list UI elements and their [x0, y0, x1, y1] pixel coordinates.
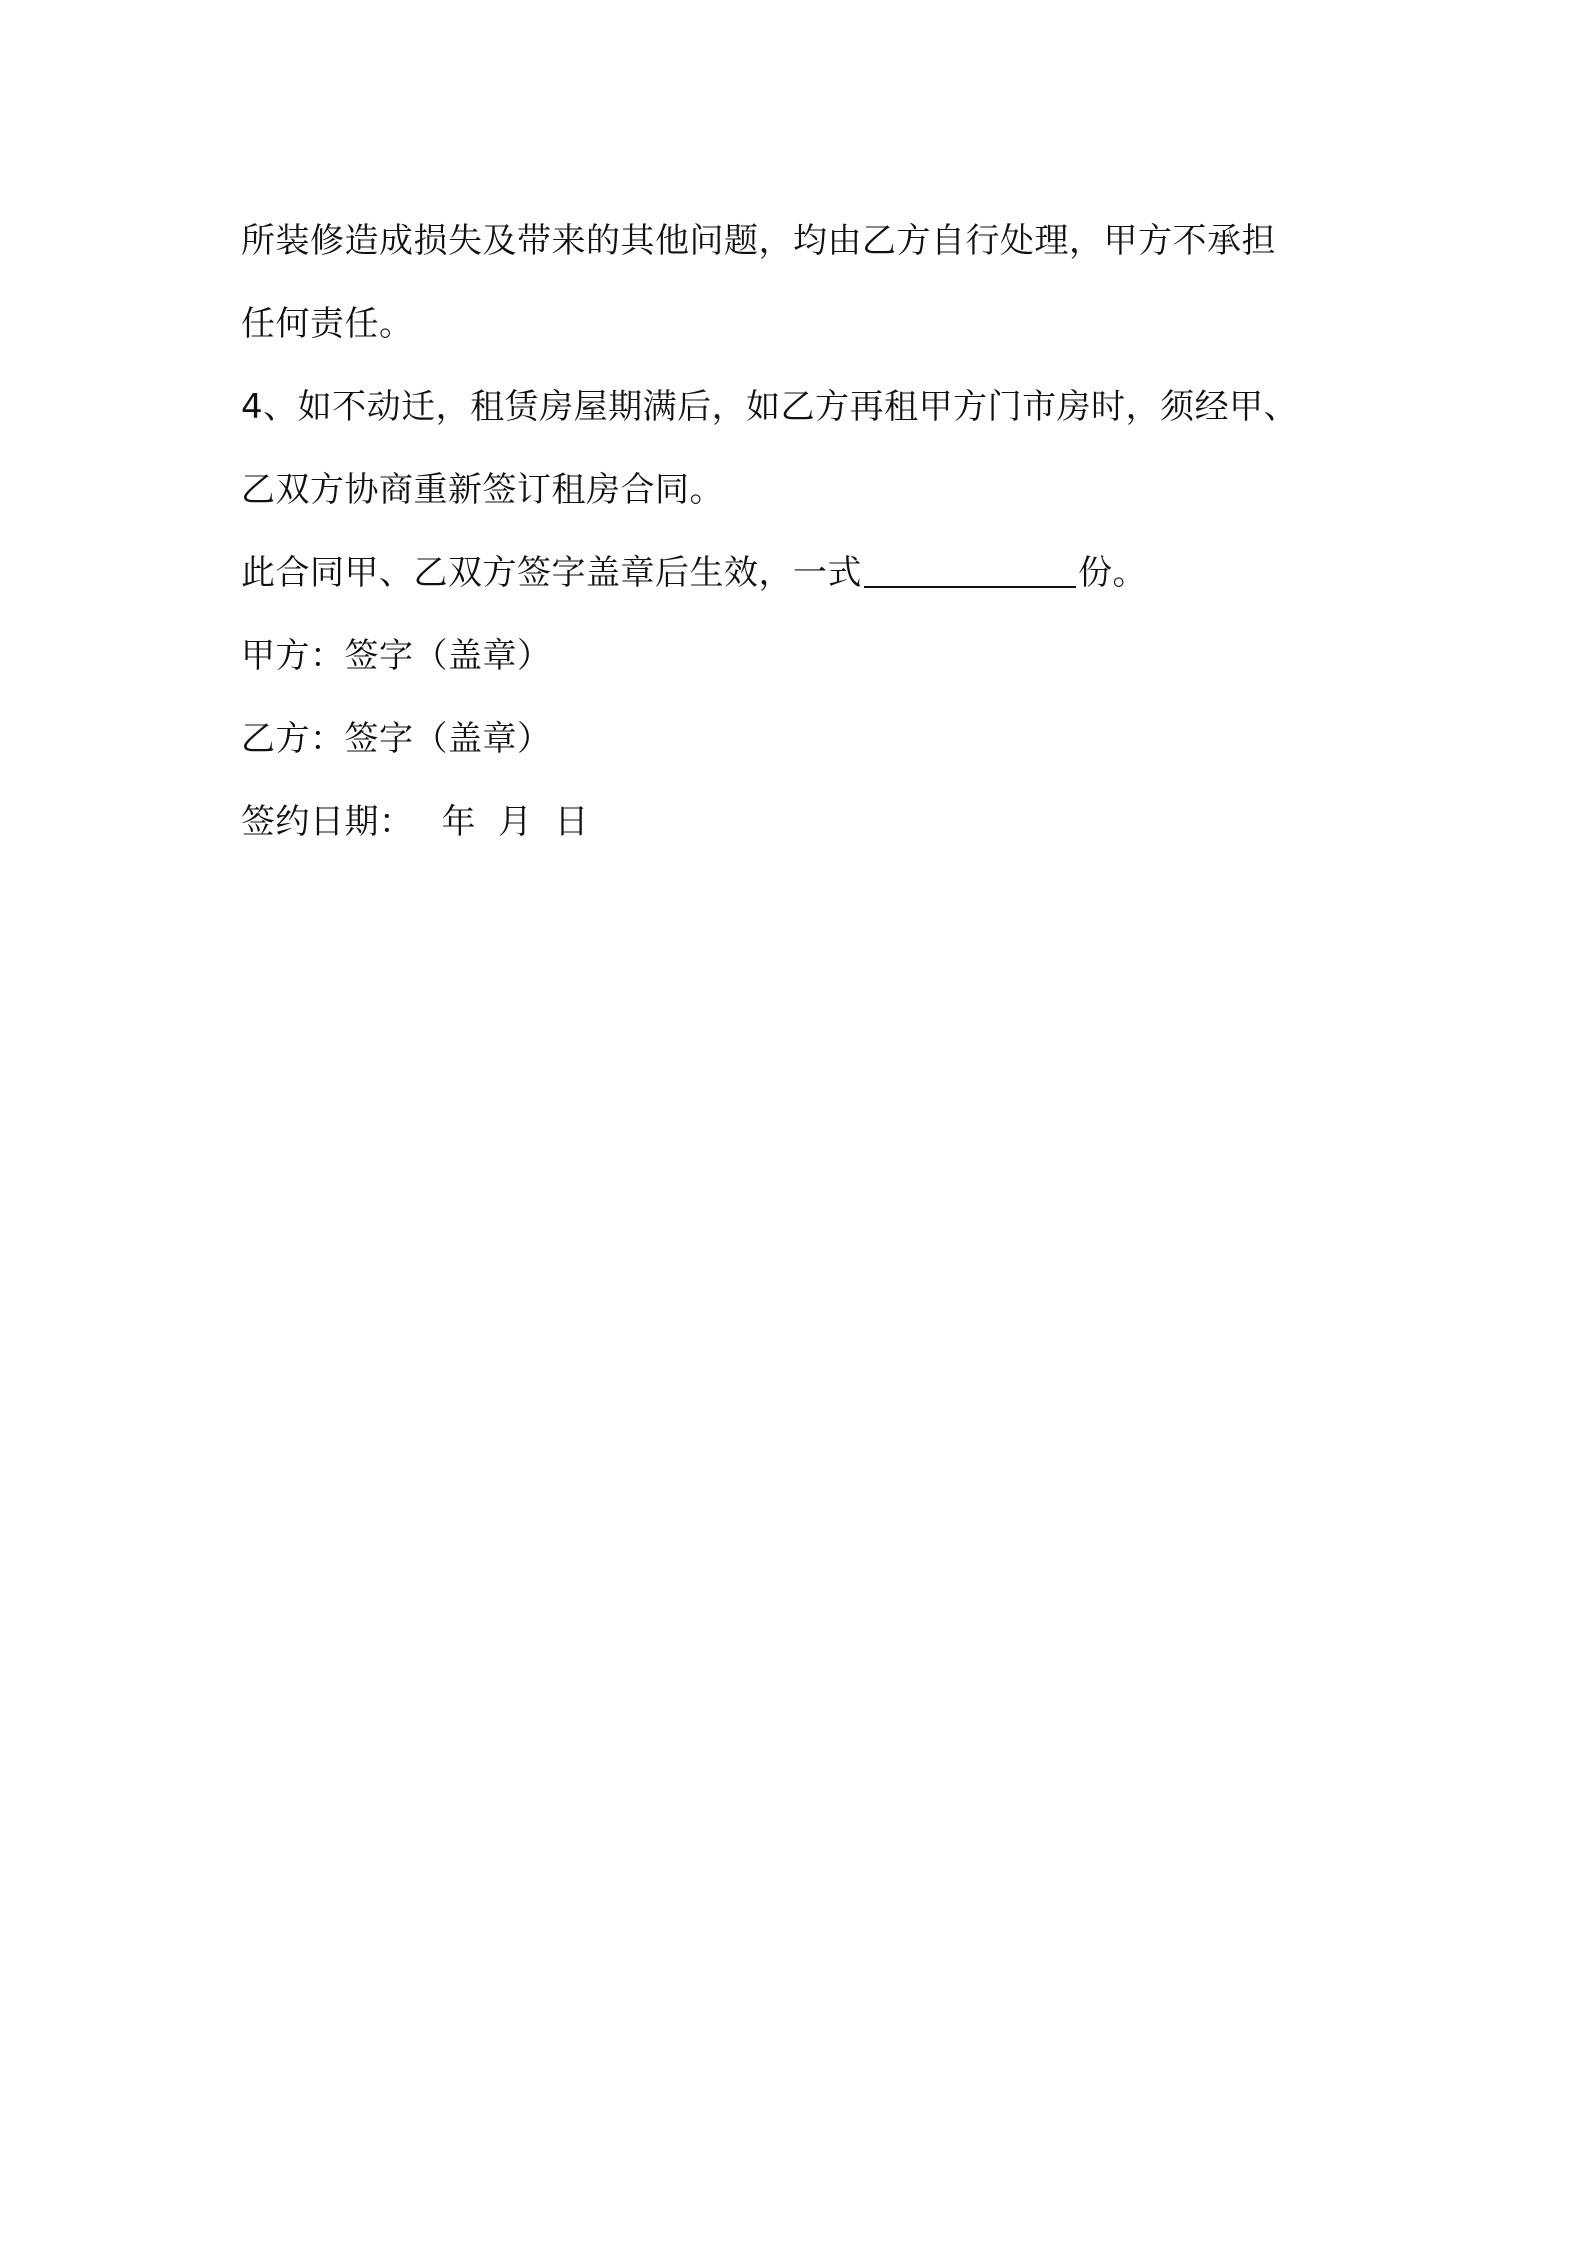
date-day: 日 [554, 802, 589, 842]
paragraph-line-4: 乙双方协商重新签订租房合同。 [241, 470, 724, 510]
signing-date [241, 781, 1381, 864]
party-a-signature: 甲方：签字（盖章） [241, 636, 552, 676]
paragraph-line-1: 所装修造成损失及带来的其他问题，均由乙方自行处理，甲方不承担 [241, 221, 1276, 261]
document-body [241, 200, 1381, 864]
party-b-signature: 乙方：签字（盖章） [241, 719, 552, 759]
effect-clause [241, 532, 1381, 615]
paragraph-line-2: 任何责任。 [241, 304, 414, 344]
copies-blank-line [864, 556, 1076, 588]
date-year: 年 [441, 802, 476, 842]
effect-clause-text: 此合同甲、乙双方签字盖章后生效，一式 [241, 553, 862, 593]
paragraph-line-3: 4、如不动迁，租赁房屋期满后，如乙方再租甲方门市房时，须经甲、 [241, 387, 1299, 427]
signing-date-label: 签约日期： [241, 802, 414, 842]
date-month: 月 [498, 802, 533, 842]
effect-clause-suffix: 份。 [1078, 553, 1147, 593]
